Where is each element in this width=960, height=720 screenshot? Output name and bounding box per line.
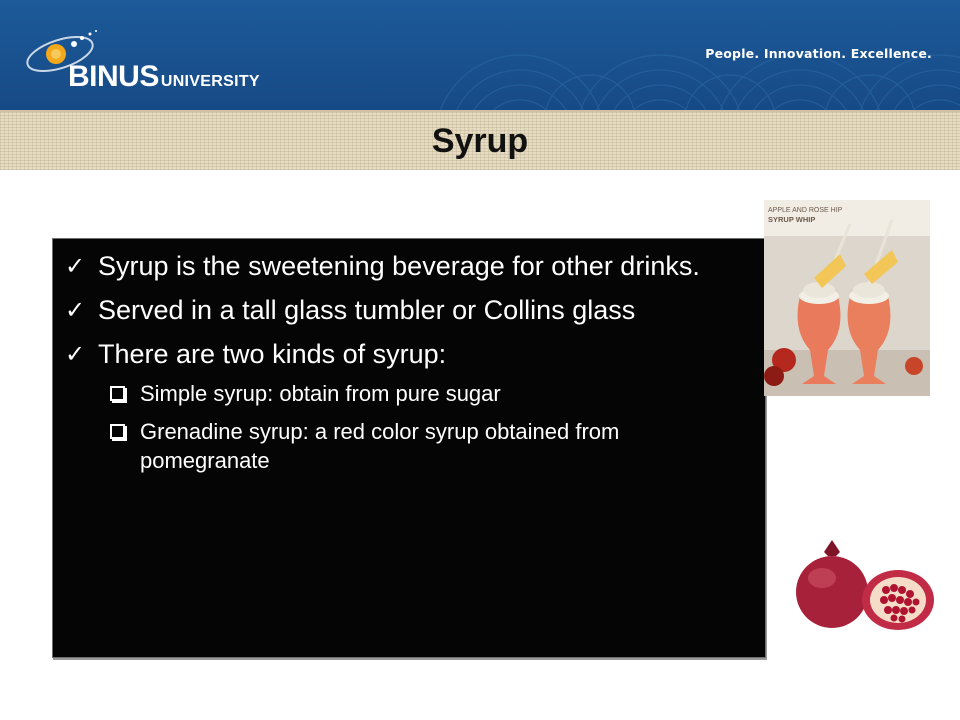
bullet-list: [52, 250, 742, 486]
drinks-caption-2: SYRUP WHIP: [768, 215, 816, 224]
check-mark-icon: ✓: [65, 297, 86, 324]
sub-bullet-text: Grenadine syrup: a red color syrup obtained from pomegranate: [140, 419, 620, 473]
square-bullet-icon: [110, 424, 125, 439]
header-band: [0, 0, 960, 110]
brand-wordmark: [68, 60, 260, 94]
bullet-text: Syrup is the sweetening beverage for other drinks.: [98, 251, 700, 281]
pomegranate-image: [790, 538, 940, 638]
bullet-text: There are two kinds of syrup:: [98, 339, 447, 369]
slide-title: Syrup: [431, 122, 529, 160]
content-box: [52, 238, 766, 658]
bullet-item: [52, 338, 742, 475]
syrup-whip-drinks-image: [764, 200, 930, 396]
drinks-caption-1: APPLE AND ROSE HIP: [768, 207, 843, 214]
sub-bullet-item: [98, 417, 742, 475]
sub-bullet-list: [98, 379, 742, 475]
tagline: People. Innovation. Excellence.: [705, 46, 932, 61]
check-mark-icon: ✓: [65, 341, 86, 368]
sub-bullet-item: [98, 379, 742, 408]
sub-bullet-text: Simple syrup: obtain from pure sugar: [140, 381, 501, 406]
brand-sub: UNIVERSITY: [160, 73, 260, 90]
square-bullet-icon: [110, 386, 125, 401]
bullet-text: Served in a tall glass tumbler or Collins glass: [98, 295, 636, 325]
bullet-item: [52, 250, 742, 283]
check-mark-icon: ✓: [65, 253, 86, 280]
brand-main: BINUS: [68, 60, 159, 93]
bullet-item: [52, 294, 742, 327]
